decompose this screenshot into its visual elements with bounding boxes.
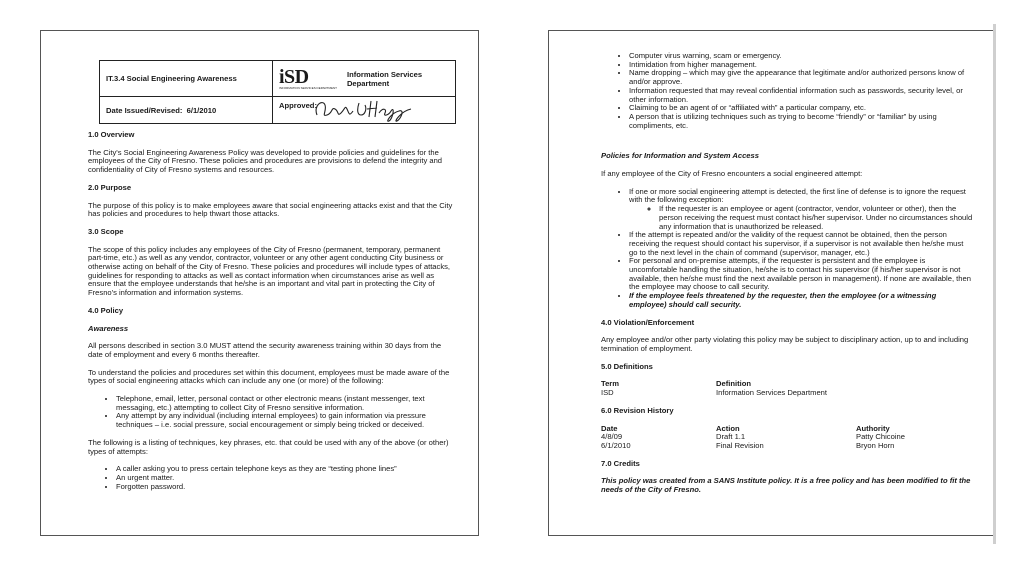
violation-heading: 4.0 Violation/Enforcement <box>601 317 695 327</box>
definitions-table <box>601 380 973 397</box>
scope-heading: 3.0 Scope <box>88 226 124 236</box>
attack-types-list <box>88 395 458 430</box>
revision-heading: 6.0 Revision History <box>601 405 674 415</box>
list-item: • Computer virus warning, scam or emergency. <box>629 52 973 61</box>
violation-text: Any employee and/or other party violating this policy may be subject to disciplinary action, up to and including termination of employment. <box>601 335 969 353</box>
list-item: • Name dropping – which may give the appearance that legitimate and/or authorized persons know of and/or approve. <box>629 69 973 86</box>
isd-logo: iSD INFORMATION SERVICES DEPARTMENT <box>279 66 337 90</box>
list-item: • An urgent matter. <box>116 474 458 483</box>
date-header: Date <box>601 423 618 433</box>
overview-heading: 1.0 Overview <box>88 130 135 139</box>
revision-date: 4/8/09 <box>601 432 623 442</box>
page-2-body <box>601 52 973 504</box>
list-item: • A caller asking you to press certain telephone keys as they are “testing phone lines” <box>116 465 458 474</box>
policies-heading: Policies for Information and System Access <box>601 151 759 161</box>
document-page-2 <box>548 30 996 536</box>
scope-text: The scope of this policy includes any employees of the City of Fresno (permanent, temporary, permanent part-time, etc.) as well as any vendor, contractor, volunteer or any other agent conducting City business or otherwise acting on behalf of the City of Fresno. These policies and procedures will include types of attacks, guidelines for responding to attacks as well as contact information when circumstances arise as well as ensure that the employee understands that he/she is an important and vital part in protecting the City of Fresno's information and information systems. <box>88 244 451 298</box>
page-1-body <box>88 131 458 500</box>
approved-label: Approved: <box>279 101 317 110</box>
list-item: • Telephone, email, letter, personal contact or other electronic means (instant messenger, text messaging, etc.) attempting to collect City of Fresno sensitive information. <box>116 395 458 412</box>
awareness-text: All persons described in section 3.0 MUST attend the security awareness training within 30 days from the date of employment and every 6 months thereafter. <box>88 341 442 359</box>
authority-header: Authority <box>856 423 890 433</box>
department-name: Information Services Department <box>346 69 423 88</box>
revision-action: Final Revision <box>716 440 764 450</box>
list-item: • If the employee feels threatened by the requester, then the employee (or a witnessing employee) should call security. <box>629 292 973 309</box>
date-issued: Date Issued/Revised: 6/1/2010 <box>100 97 273 124</box>
list-item: • If one or more social engineering attempt is detected, the first line of defense is to ignore the request with the following exception: ◦ If the requester is an employee or agent (contractor, vendor, volunteer or other), then the person receiving the request must contact his/her supervisor. Under no circumstances should any information that is unauthorized be released. <box>629 188 973 232</box>
credits-text: This policy was created from a SANS Institute policy. It is a free policy and has been modified to fit the needs of the City of Fresno. <box>601 476 971 495</box>
list-item: • If the attempt is repeated and/or the validity of the request cannot be obtained, then the person receiving the request should contact his supervisor, if a supervisor is not available then he/she must go to the next level in the chain of command (supervisor, manager, etc.) <box>629 231 973 257</box>
scan-edge <box>993 24 996 544</box>
policies-intro: If any employee of the City of Fresno encounters a social engineered attempt: <box>601 169 863 179</box>
list-item: • For personal and on-premise attempts, if the requester is persistent and the employee is uncomfortable handling the situation, he/she is to contact his supervisor (if his/her supervisor is not available, then he/she must find the next available person in management). If none are available, then the employee may choose to call security. <box>629 257 973 292</box>
signature-image <box>311 95 421 123</box>
sub-list-item: ◦ If the requester is an employee or agent (contractor, vendor, volunteer or other), then the person receiving the request must contact his/her supervisor. Under no circumstances should any information that is unauthorized be released. <box>659 205 973 231</box>
revision-date: 6/1/2010 <box>601 440 631 450</box>
term-header: Term <box>601 379 620 389</box>
list-item: • Forgotten password. <box>116 483 458 492</box>
list-item: • Intimidation from higher management. <box>629 61 973 70</box>
revision-authority: Patty Chicoine <box>856 432 905 442</box>
techniques-list-continued <box>601 52 973 130</box>
term-cell: ISD <box>601 388 614 398</box>
revision-authority: Bryon Horn <box>856 440 895 450</box>
definition-cell: Information Services Department <box>716 388 827 398</box>
techniques-list <box>88 465 458 491</box>
approved-cell <box>273 97 456 124</box>
list-item: • Information requested that may reveal confidential information such as passwords, security level, or other information. <box>629 87 973 104</box>
document-page-1 <box>40 30 479 536</box>
purpose-heading: 2.0 Purpose <box>88 182 132 192</box>
credits-heading: 7.0 Credits <box>601 458 640 468</box>
policies-list <box>601 188 973 310</box>
revision-action: Draft 1.1 <box>716 432 746 442</box>
overview-text: The City's Social Engineering Awareness Policy was developed to provide policies and guidelines for the employees of the City of Fresno. These policies and procedures are provisions to defend the integrity and confidentiality of City of Fresno systems and resources. <box>88 147 443 175</box>
list-item: • Any attempt by any individual (including internal employees) to gain information via pressure techniques – i.e. social pressure, social encouragement or simply being tricked or deceived. <box>116 412 458 429</box>
definitions-heading: 5.0 Definitions <box>601 361 653 371</box>
definition-header: Definition <box>716 379 752 389</box>
list-item: • Claiming to be an agent of or “affiliated with” a particular company, etc. <box>629 104 973 113</box>
policy-heading: 4.0 Policy <box>88 305 124 315</box>
understand-text: To understand the policies and procedures set within this document, employees must be made aware of the types of social engineering attacks which can include any one (or more) of the following: <box>88 367 450 386</box>
purpose-text: The purpose of this policy is to make employees aware that social engineering attacks exist and that the City has policies and procedures to help thwart those attacks. <box>88 200 453 219</box>
policy-title: IT.3.4 Social Engineering Awareness <box>100 61 273 97</box>
policy-header-table <box>99 60 456 124</box>
awareness-heading: Awareness <box>88 323 129 333</box>
revision-table <box>601 425 973 451</box>
listing-text: The following is a listing of techniques, key phrases, etc. that could be used with any of the above (or other) types of attempts: <box>88 437 449 456</box>
list-item: • A person that is utilizing techniques such as trying to become “friendly” or “familiar” by using compliments, etc. <box>629 113 973 130</box>
action-header: Action <box>716 423 740 433</box>
